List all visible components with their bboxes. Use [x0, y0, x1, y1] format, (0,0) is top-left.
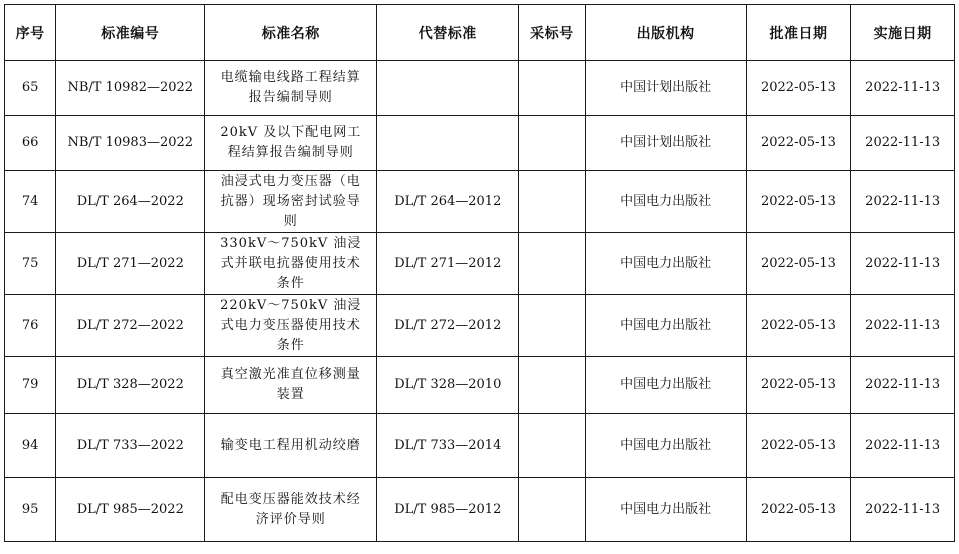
- cell-replaced-standard: DL/T 272—2012: [377, 295, 519, 357]
- cell-replaced-standard: [377, 61, 519, 116]
- cell-standard-code: NB/T 10982—2022: [56, 61, 205, 116]
- cell-standard-name: 330kV～750kV 油浸式并联电抗器使用技术条件: [205, 233, 377, 295]
- cell-approval-date: 2022-05-13: [746, 478, 851, 542]
- table-row: [5, 295, 955, 357]
- cell-standard-code: DL/T 272—2022: [56, 295, 205, 357]
- cell-standard-name: 220kV～750kV 油浸式电力变压器使用技术条件: [205, 295, 377, 357]
- cell-effective-date: 2022-11-13: [851, 171, 955, 233]
- cell-adoption-number: [519, 61, 585, 116]
- cell-standard-code: DL/T 271—2022: [56, 233, 205, 295]
- table-row: [5, 233, 955, 295]
- cell-effective-date: 2022-11-13: [851, 295, 955, 357]
- cell-publisher: 中国电力出版社: [585, 414, 746, 478]
- cell-serial-number: 79: [5, 357, 56, 414]
- cell-approval-date: 2022-05-13: [746, 116, 851, 171]
- cell-serial-number: 95: [5, 478, 56, 542]
- cell-effective-date: 2022-11-13: [851, 233, 955, 295]
- header-replaced-standard: 代替标准: [377, 5, 519, 61]
- cell-replaced-standard: DL/T 733—2014: [377, 414, 519, 478]
- cell-replaced-standard: DL/T 264—2012: [377, 171, 519, 233]
- cell-standard-name: 油浸式电力变压器（电抗器）现场密封试验导则: [205, 171, 377, 233]
- cell-standard-name: 电缆输电线路工程结算报告编制导则: [205, 61, 377, 116]
- table-row: [5, 116, 955, 171]
- cell-serial-number: 74: [5, 171, 56, 233]
- cell-approval-date: 2022-05-13: [746, 357, 851, 414]
- cell-adoption-number: [519, 478, 585, 542]
- cell-serial-number: 94: [5, 414, 56, 478]
- cell-standard-code: NB/T 10983—2022: [56, 116, 205, 171]
- cell-effective-date: 2022-11-13: [851, 414, 955, 478]
- cell-replaced-standard: DL/T 328—2010: [377, 357, 519, 414]
- cell-adoption-number: [519, 295, 585, 357]
- cell-standard-name: 20kV 及以下配电网工程结算报告编制导则: [205, 116, 377, 171]
- cell-standard-code: DL/T 985—2022: [56, 478, 205, 542]
- table-row: [5, 357, 955, 414]
- cell-adoption-number: [519, 171, 585, 233]
- header-standard-name: 标准名称: [205, 5, 377, 61]
- cell-standard-name: 输变电工程用机动绞磨: [205, 414, 377, 478]
- cell-adoption-number: [519, 357, 585, 414]
- cell-publisher: 中国计划出版社: [585, 116, 746, 171]
- cell-serial-number: 66: [5, 116, 56, 171]
- cell-publisher: 中国电力出版社: [585, 233, 746, 295]
- table-row: [5, 414, 955, 478]
- cell-effective-date: 2022-11-13: [851, 61, 955, 116]
- header-standard-code: 标准编号: [56, 5, 205, 61]
- cell-publisher: 中国计划出版社: [585, 61, 746, 116]
- cell-approval-date: 2022-05-13: [746, 61, 851, 116]
- header-effective-date: 实施日期: [851, 5, 955, 61]
- cell-standard-name: 配电变压器能效技术经济评价导则: [205, 478, 377, 542]
- header-serial-number: 序号: [5, 5, 56, 61]
- header-publisher: 出版机构: [585, 5, 746, 61]
- cell-effective-date: 2022-11-13: [851, 478, 955, 542]
- standards-table: [4, 4, 955, 542]
- cell-adoption-number: [519, 116, 585, 171]
- cell-approval-date: 2022-05-13: [746, 295, 851, 357]
- cell-adoption-number: [519, 233, 585, 295]
- cell-publisher: 中国电力出版社: [585, 478, 746, 542]
- table-row: [5, 171, 955, 233]
- cell-approval-date: 2022-05-13: [746, 414, 851, 478]
- cell-publisher: 中国电力出版社: [585, 295, 746, 357]
- cell-publisher: 中国电力出版社: [585, 357, 746, 414]
- table-row: [5, 478, 955, 542]
- cell-replaced-standard: DL/T 271—2012: [377, 233, 519, 295]
- cell-serial-number: 76: [5, 295, 56, 357]
- cell-replaced-standard: [377, 116, 519, 171]
- header-approval-date: 批准日期: [746, 5, 851, 61]
- cell-publisher: 中国电力出版社: [585, 171, 746, 233]
- header-adoption-number: 采标号: [519, 5, 585, 61]
- cell-effective-date: 2022-11-13: [851, 116, 955, 171]
- cell-serial-number: 65: [5, 61, 56, 116]
- cell-approval-date: 2022-05-13: [746, 171, 851, 233]
- cell-adoption-number: [519, 414, 585, 478]
- cell-standard-name: 真空激光准直位移测量装置: [205, 357, 377, 414]
- cell-standard-code: DL/T 328—2022: [56, 357, 205, 414]
- table-header-row: [5, 5, 955, 61]
- cell-approval-date: 2022-05-13: [746, 233, 851, 295]
- cell-effective-date: 2022-11-13: [851, 357, 955, 414]
- cell-replaced-standard: DL/T 985—2012: [377, 478, 519, 542]
- cell-standard-code: DL/T 733—2022: [56, 414, 205, 478]
- cell-standard-code: DL/T 264—2022: [56, 171, 205, 233]
- table-row: [5, 61, 955, 116]
- cell-serial-number: 75: [5, 233, 56, 295]
